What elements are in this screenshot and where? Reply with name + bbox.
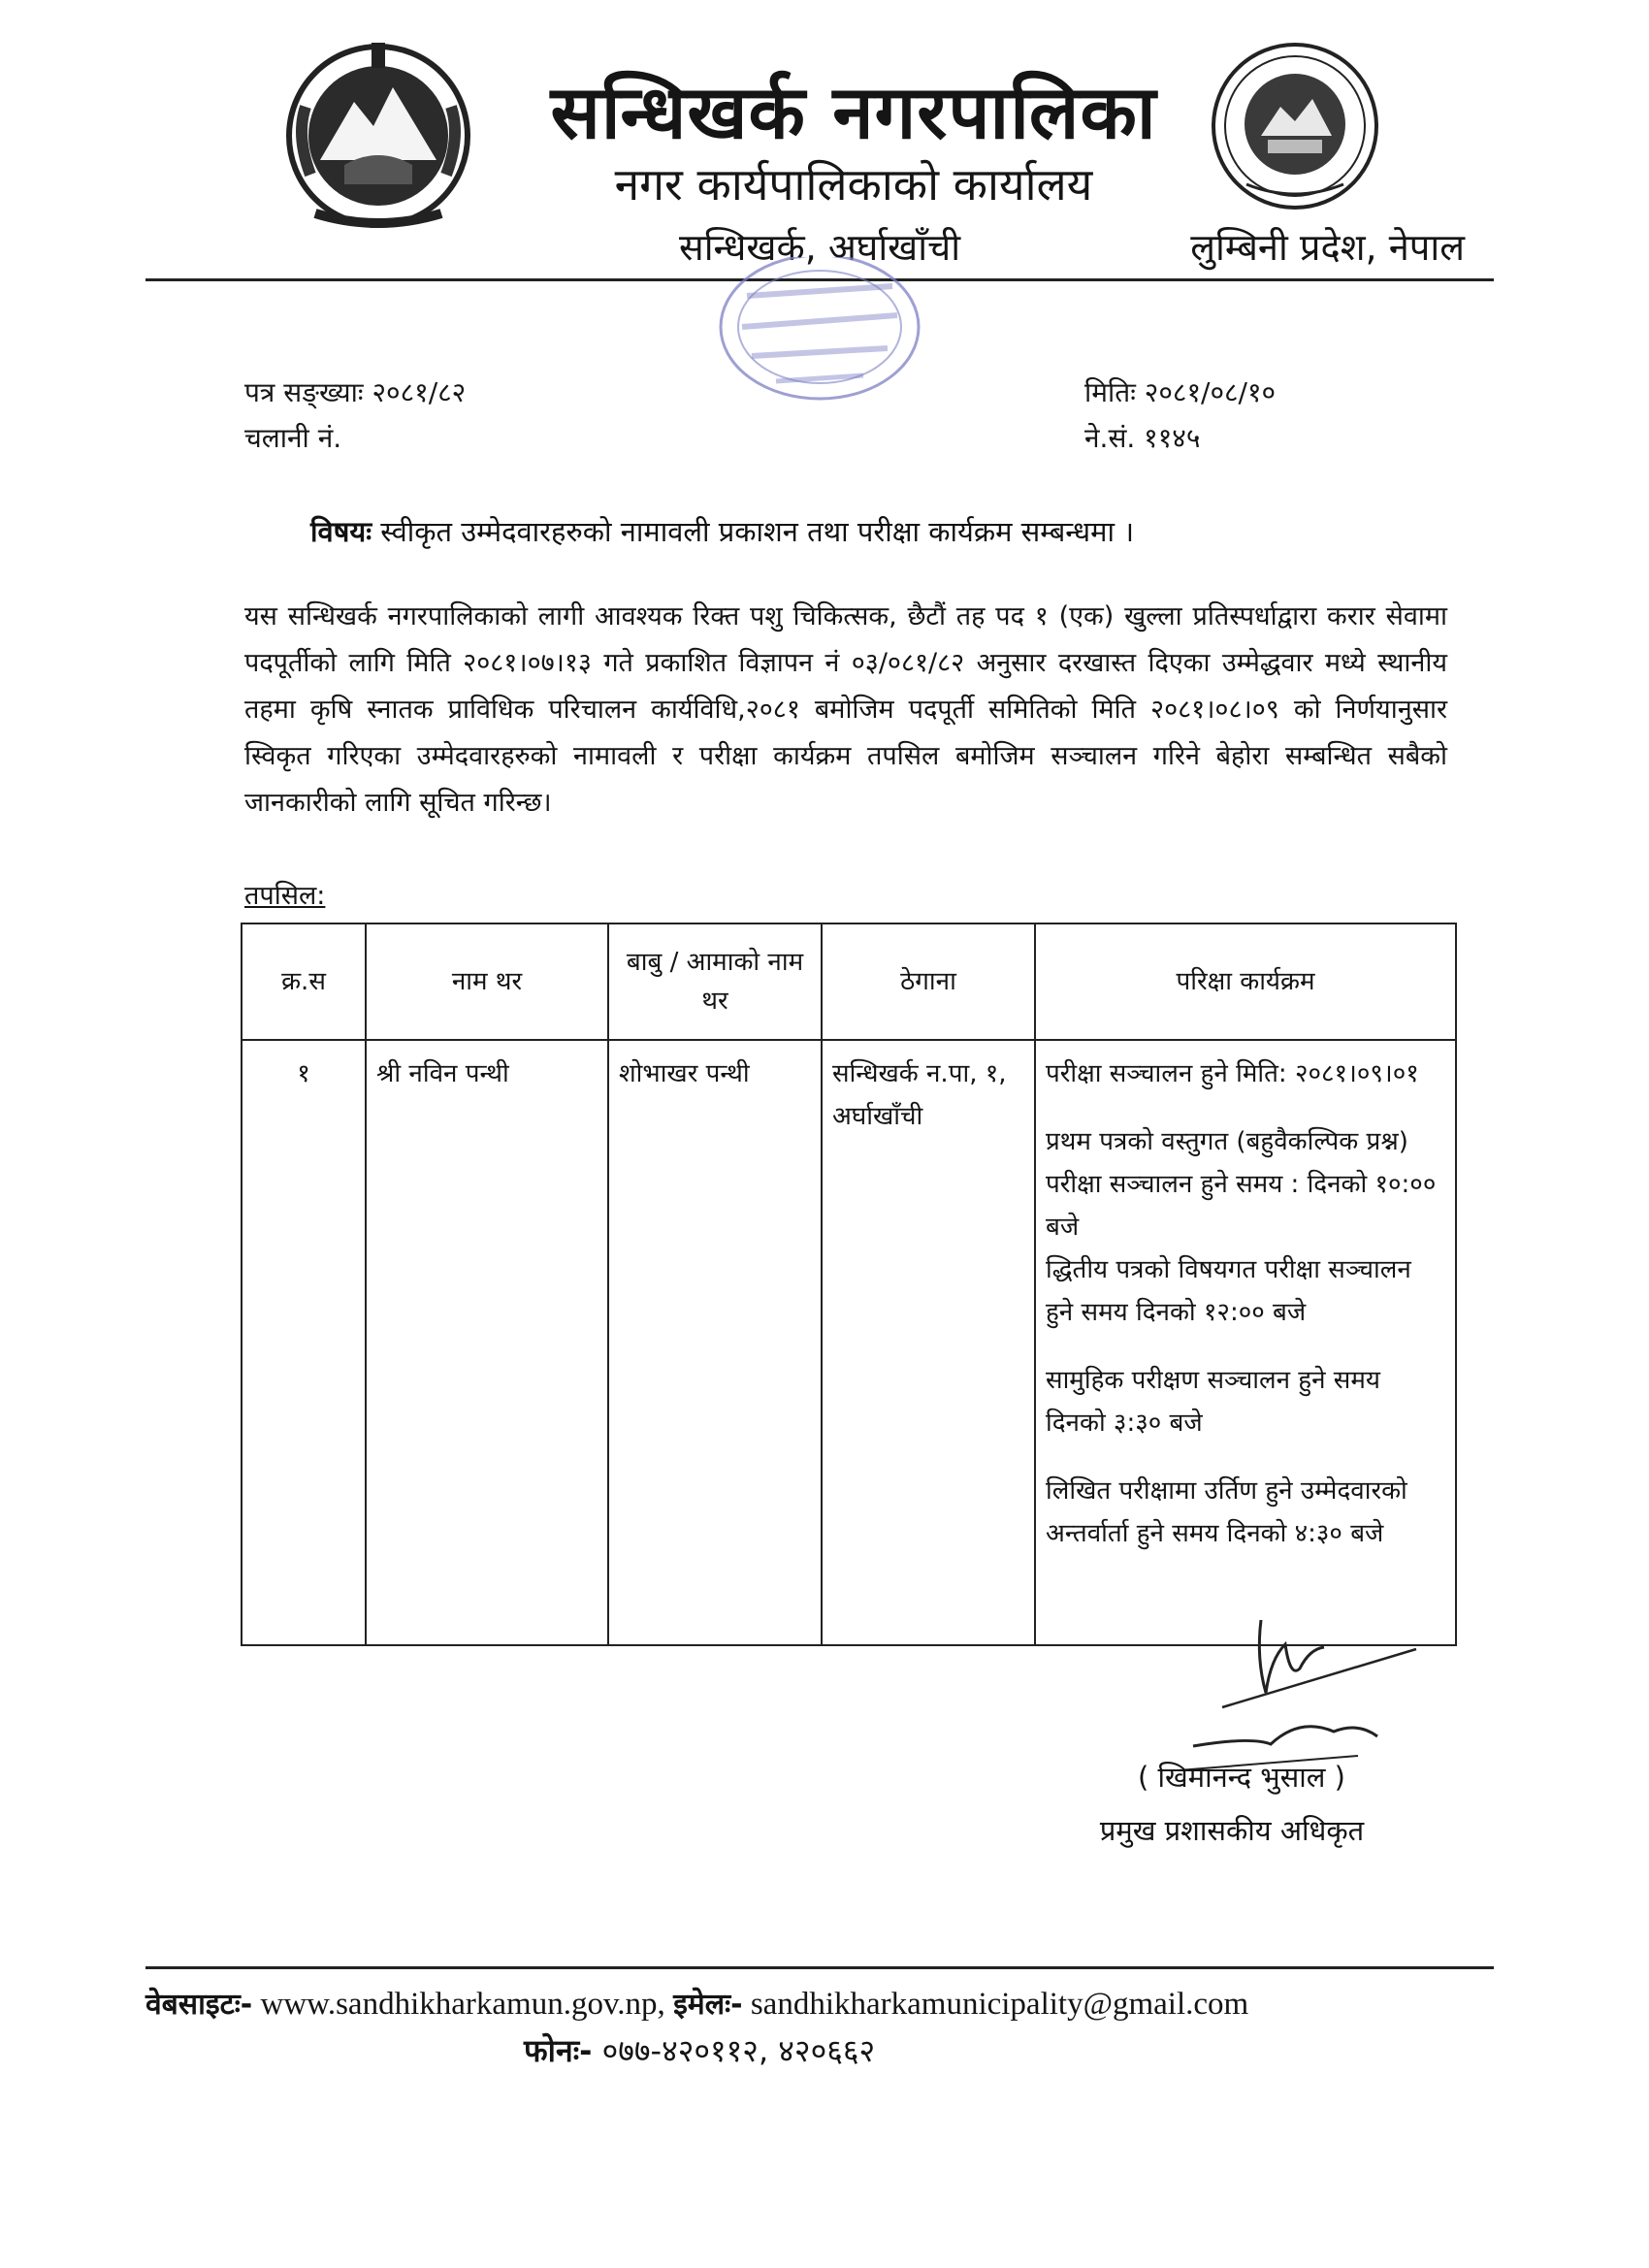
cell-name: श्री नविन पन्थी — [366, 1040, 608, 1645]
exam-group-test: सामुहिक परीक्षण सञ्चालन हुने समय दिनको ३:३० बजे — [1046, 1366, 1380, 1438]
header-parent-name: बाबु / आमाको नाम थर — [608, 923, 822, 1040]
nepal-government-emblem-icon — [276, 29, 480, 233]
header-address: ठेगाना — [822, 923, 1035, 1040]
exam-interview: लिखित परीक्षामा उर्तिण हुने उम्मेदवारको अन्तर्वार्ता हुने समय दिनको ४:३० बजे — [1046, 1476, 1407, 1548]
table-row — [242, 1040, 1456, 1645]
exam-second-paper: द्धितीय पत्रको विषयगत परीक्षा सञ्चालन हुने समय दिनको १२:०० बजे — [1046, 1255, 1411, 1327]
cell-parent-name: शोभाखर पन्थी — [608, 1040, 822, 1645]
email-link[interactable]: sandhikharkamunicipality@gmail.com — [750, 1987, 1249, 2022]
footer-phone-line — [524, 2029, 1203, 2071]
sandhikharka-municipality-logo-icon — [1208, 39, 1382, 213]
website-link[interactable]: www.sandhikharkamun.gov.np, — [260, 1987, 665, 2022]
office-location: सन्धिखर्क, अर्घाखाँची — [679, 226, 961, 269]
header-name: नाम थर — [366, 923, 608, 1040]
exam-first-paper: प्रथम पत्रको वस्तुगत (बहुवैकल्पिक प्रश्न) परीक्षा सञ्चालन हुने समय : दिनको १०:०० बजे — [1046, 1127, 1437, 1242]
cell-exam-schedule — [1035, 1040, 1456, 1645]
subject-label: विषयः — [310, 515, 372, 548]
phone-number: ०७७-४२०११२, ४२०६६२ — [601, 2032, 876, 2069]
footer-divider — [146, 1966, 1494, 1969]
letter-number: पत्र सङ्ख्याः २०८१/८२ — [244, 376, 467, 408]
subject-text: स्वीकृत उम्मेदवारहरुको नामावली प्रकाशन तथा परीक्षा कार्यक्रम सम्बन्धमा । — [380, 515, 1135, 548]
officer-title: प्रमुख प्रशासकीय अधिकृत — [1099, 1814, 1365, 1847]
footer-contact-line — [146, 1983, 1504, 2023]
email-label: इमेलः- — [673, 1988, 743, 2022]
cell-address: सन्धिखर्क न.पा, १, अर्घाखाँची — [822, 1040, 1035, 1645]
candidate-table — [241, 923, 1457, 1646]
body-paragraph: यस सन्धिखर्क नगरपालिकाको लागी आवश्यक रिक्त पशु चिकित्सक, छैटौं तह पद १ (एक) खुल्ला प्रतिस्पर्धाद्वारा करार सेवामा पदपूर्तीको लागि मिति २०८१।०७।१३ गते प्रकाशित विज्ञापन नं ०३/०८१/८२ अनुसार दरखास्त दिएका उम्मेद्धवार मध्ये स्थानीय तहमा कृषि स्नातक प्राविधिक परिचालन कार्यविधि,२०८१ बमोजिम पदपूर्ती समितिको मिति २०८१।०८।०९ को निर्णयानुसार स्विकृत गरिएका उम्मेदवारहरुको नामावली र परीक्षा कार्यक्रम तपसिल बमोजिम सञ्चालन गरिने बेहोरा सम्बन्धित सबैको जानकारीको लागि सूचित गरिन्छ। — [244, 601, 1447, 818]
province: लुम्बिनी प्रदेश, नेपाल — [1190, 226, 1465, 269]
dispatch-number: चलानी नं. — [244, 422, 342, 454]
org-name: सन्धिखर्क नगरपालिका — [550, 69, 1157, 155]
office-round-stamp-icon — [708, 257, 931, 412]
nepal-sambat-date: ने.सं. ११४५ — [1084, 422, 1201, 454]
officer-name: ( खिमानन्द भुसाल ) — [1138, 1761, 1345, 1794]
cell-serial: १ — [242, 1040, 366, 1645]
letter-date: मितिः २०८१/०८/१० — [1084, 376, 1277, 408]
phone-label: फोनः- — [524, 2032, 593, 2069]
header-exam-schedule: परिक्षा कार्यक्रम — [1035, 923, 1456, 1040]
exam-date: परीक्षा सञ्चालन हुने मिति: २०८१।०९।०१ — [1046, 1059, 1419, 1088]
table-header-row — [242, 923, 1456, 1040]
subject-line — [310, 512, 1397, 550]
website-label: वेबसाइटः- — [146, 1988, 253, 2022]
header-serial: क्र.स — [242, 923, 366, 1040]
office-name: नगर कार्यपालिकाको कार्यालय — [614, 158, 1093, 211]
details-label: तपसिल: — [244, 881, 326, 911]
